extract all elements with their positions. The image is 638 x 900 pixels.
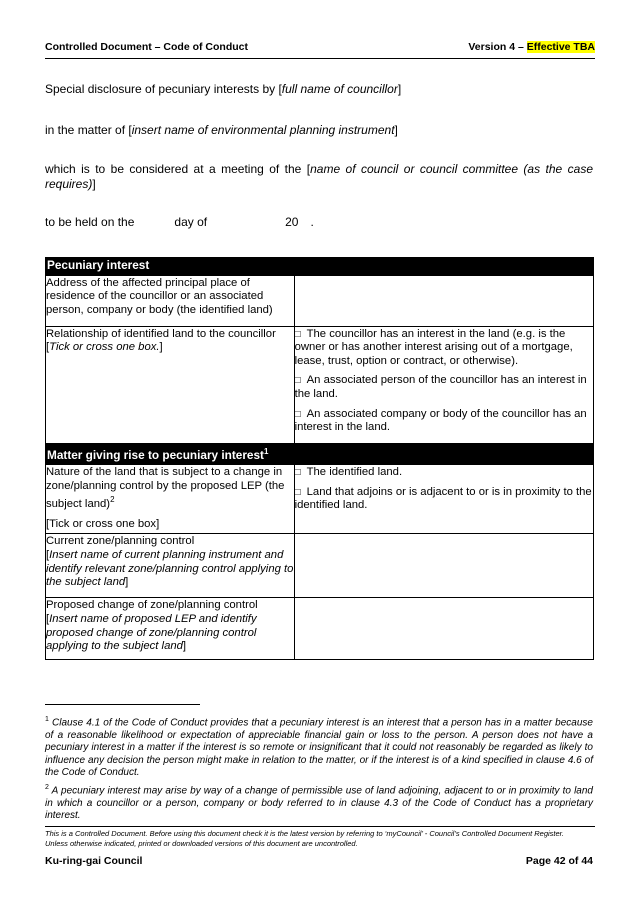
meeting-line	[45, 162, 593, 192]
line2-placeholder: insert name of environmental planning instrument	[131, 123, 395, 137]
line1-suffix: ]	[397, 82, 402, 96]
current-zone-label	[46, 534, 295, 598]
date-day-of: day of	[174, 215, 208, 229]
table-row	[46, 465, 594, 534]
version-text: Version 4 –	[468, 41, 527, 53]
footnote-number: 2	[45, 784, 49, 791]
line1-placeholder: full name of councillor	[281, 82, 398, 96]
footnote-text: Clause 4.1 of the Code of Conduct provides that a pecuniary interest is an interest that a person has in a matter because of a reasonable likelihood or expectation of appreciable financial gain or loss to the person. A person does not have a pecuniary interest in a matter if the interest is so remote or insignificant that it could not reasonably be regarded as likely to influence any decision the person might make in relation to the matter, or if the interest is of a kind specified in clause 4.6 of the Code of Conduct.	[45, 717, 593, 778]
footnote-ref: 1	[264, 446, 269, 456]
disclosure-table	[45, 257, 594, 660]
footnote-text: A pecuniary interest may arise by way of a change of permissible use of land adjoining, adjacent to or in proximity to land in which a councillor or a person, company or body referred to in clause 4.3 of the Code of Conduct has a proprietary interest.	[45, 785, 593, 822]
page-header	[45, 39, 595, 59]
relationship-text: Relationship of identified land to the councillor [	[46, 327, 276, 354]
controlled-notice	[45, 829, 595, 849]
option-text: The councillor has an interest in the land (e.g. is the owner or has another interest arising out of a mortgage, lease, trust, option or contract, or otherwise).	[294, 327, 573, 367]
matter-line	[45, 123, 593, 138]
controlled-notice-line1: This is a Controlled Document. Before using this document check it is the latest version by referring to ‘myCouncil’ - Council’s Controlled Document Register.	[45, 829, 564, 838]
relationship-options	[294, 326, 593, 443]
relationship-suffix: ]	[159, 341, 163, 354]
line1-prefix: Special disclosure of pecuniary interests by [	[45, 82, 282, 96]
option-text: An associated company or body of the councillor has an interest in the land.	[294, 407, 587, 434]
table-row	[46, 275, 594, 326]
table-row	[46, 534, 594, 598]
footnote-1	[45, 714, 593, 779]
footnote-2	[45, 782, 593, 823]
table-row	[46, 598, 594, 660]
date-year: 20	[285, 215, 299, 229]
current-zone-title: Current zone/planning control	[46, 535, 195, 548]
checkbox-icon[interactable]: □	[294, 328, 301, 340]
nature-text	[46, 466, 294, 512]
effective-highlight: Effective TBA	[526, 41, 595, 53]
relationship-label	[46, 326, 295, 443]
nature-label-text: Nature of the land that is subject to a change in zone/planning control by the proposed LEP (the subject land)	[46, 466, 285, 511]
page-number: Page 42 of 44	[525, 855, 593, 867]
nature-option-identified[interactable]	[295, 466, 593, 480]
relationship-instruction: Tick or cross one box.	[49, 341, 160, 354]
current-zone-instruction: [Insert name of current planning instrument and identify relevant zone/planning control applying to the subject land]	[46, 549, 294, 589]
address-label: Address of the affected principal place of residence of the councillor or an associated person, company or body (the identified land)	[46, 275, 295, 326]
section-heading	[46, 443, 594, 465]
checkbox-icon[interactable]: □	[294, 375, 301, 387]
section-matter	[46, 443, 594, 465]
relationship-option-company[interactable]	[295, 408, 593, 435]
nature-note: [Tick or cross one box]	[46, 517, 160, 530]
footnote-divider	[45, 704, 200, 705]
footnote-number: 1	[45, 716, 49, 723]
current-zone-italic: Insert name of current planning instrument and identify relevant zone/planning control applying to the subject land	[46, 549, 294, 589]
line2-prefix: in the matter of [	[45, 123, 132, 137]
footnote-ref: 2	[110, 495, 115, 505]
line3-placeholder: name of council or council committee (as the case requires)	[45, 162, 593, 191]
relationship-option-person[interactable]	[295, 374, 593, 401]
controlled-notice-line2: Unless otherwise indicated, printed or downloaded versions of this document are uncontrolled.	[45, 839, 358, 848]
document-title: Controlled Document – Code of Conduct	[45, 41, 248, 53]
proposed-zone-italic: Insert name of proposed LEP and identify proposed change of zone/planning control applying to the subject land	[46, 613, 257, 653]
date-period: .	[310, 215, 314, 229]
proposed-zone-title: Proposed change of zone/planning control	[46, 599, 258, 612]
checkbox-icon[interactable]: □	[294, 486, 301, 498]
nature-options	[294, 465, 593, 534]
current-zone-field[interactable]	[294, 534, 593, 598]
checkbox-icon[interactable]: □	[294, 467, 301, 479]
section-pecuniary-interest	[46, 258, 594, 276]
nature-label	[46, 465, 295, 534]
option-text: An associated person of the councillor has an interest in the land.	[294, 374, 587, 400]
address-field[interactable]	[294, 275, 593, 326]
option-text: Land that adjoins or is adjacent to or is in proximity to the identified land.	[294, 485, 592, 512]
version-label	[468, 41, 595, 53]
relationship-option-owner[interactable]	[295, 328, 593, 369]
line2-suffix: ]	[394, 123, 398, 137]
council-name: Ku-ring-gai Council	[45, 855, 143, 867]
disclosure-line	[45, 82, 593, 97]
date-held-on: to be held on the	[45, 215, 135, 229]
proposed-zone-instruction: [Insert name of proposed LEP and identify proposed change of zone/planning control applying to the subject land]	[46, 613, 257, 653]
line3-prefix: which is to be considered at a meeting of the [	[45, 162, 311, 176]
line3-suffix: ]	[92, 177, 96, 191]
section-heading: Pecuniary interest	[46, 258, 594, 276]
footer-divider	[45, 826, 595, 827]
checkbox-icon[interactable]: □	[294, 408, 301, 420]
proposed-zone-label	[46, 598, 295, 660]
proposed-zone-field[interactable]	[294, 598, 593, 660]
nature-option-adjoining[interactable]	[295, 486, 593, 513]
section-heading-text: Matter giving rise to pecuniary interest	[47, 447, 264, 462]
date-line	[45, 215, 593, 230]
option-text: The identified land.	[306, 466, 403, 479]
table-row	[46, 326, 594, 443]
